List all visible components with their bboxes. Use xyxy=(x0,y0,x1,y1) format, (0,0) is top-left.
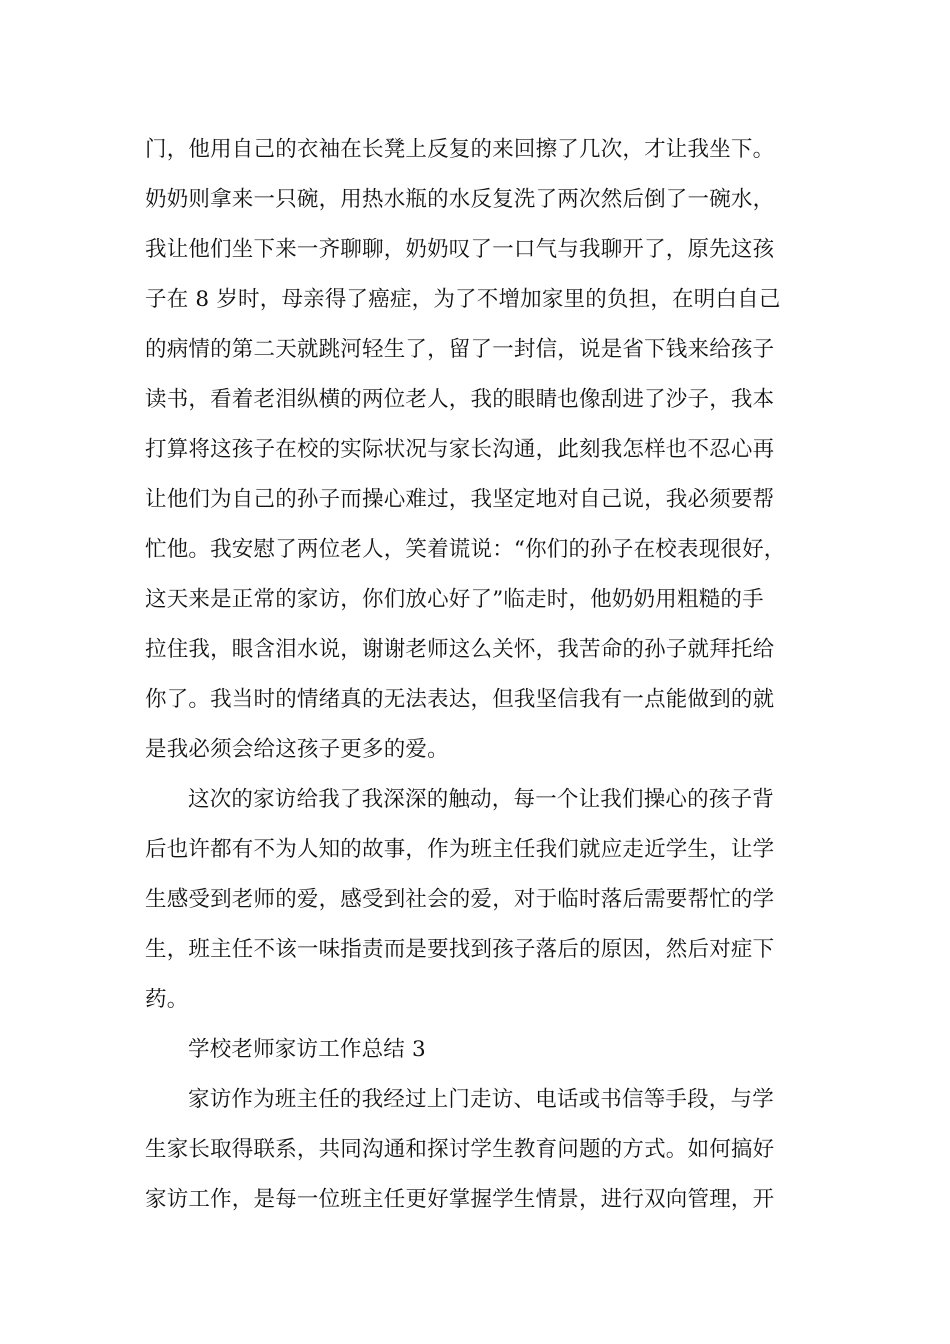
paragraph-line: 忙他。我安慰了两位老人，笑着谎说：“你们的孙子在校表现很好， xyxy=(145,537,786,562)
paragraph-line: 让他们为自己的孙子而操心难过，我坚定地对自己说，我必须要帮 xyxy=(145,487,775,512)
paragraph-line: 是我必须会给这孩子更多的爱。 xyxy=(145,737,449,762)
paragraph-line: 生感受到老师的爱，感受到社会的爱，对于临时落后需要帮忙的学 xyxy=(145,887,775,912)
paragraph-line: 这次的家访给我了我深深的触动，每一个让我们操心的孩子背 xyxy=(188,787,774,812)
paragraph-line: 拉住我，眼含泪水说，谢谢老师这么关怀，我苦命的孙子就拜托给 xyxy=(145,637,775,662)
paragraph-line: 子在 8 岁时，母亲得了癌症，为了不增加家里的负担，在明白自己 xyxy=(145,287,781,312)
paragraph-line: 药。 xyxy=(145,987,189,1012)
paragraph-line: 读书，看着老泪纵横的两位老人，我的眼睛也像刮进了沙子，我本 xyxy=(145,387,775,412)
paragraph-line: 家访作为班主任的我经过上门走访、电话或书信等手段，与学 xyxy=(188,1087,774,1112)
paragraph-line: 打算将这孩子在校的实际状况与家长沟通，此刻我怎样也不忍心再 xyxy=(145,437,775,462)
paragraph-line: 生，班主任不该一味指责而是要找到孩子落后的原因，然后对症下 xyxy=(145,937,775,962)
paragraph-line: 奶奶则拿来一只碗，用热水瓶的水反复洗了两次然后倒了一碗水， xyxy=(145,187,775,212)
paragraph-line: 我让他们坐下来一齐聊聊，奶奶叹了一口气与我聊开了，原先这孩 xyxy=(145,237,775,262)
paragraph-line: 这天来是正常的家访，你们放心好了”临走时，他奶奶用粗糙的手 xyxy=(145,587,764,612)
paragraph-line: 的病情的第二天就跳河轻生了，留了一封信，说是省下钱来给孩子 xyxy=(145,337,775,362)
section-heading: 学校老师家访工作总结 3 xyxy=(188,1037,426,1062)
paragraph-line: 家访工作，是每一位班主任更好掌握学生情景，进行双向管理，开 xyxy=(145,1187,775,1212)
paragraph-line: 门，他用自己的衣袖在长凳上反复的来回擦了几次，才让我坐下。 xyxy=(145,137,775,162)
paragraph-line: 后也许都有不为人知的故事，作为班主任我们就应走近学生，让学 xyxy=(145,837,775,862)
paragraph-line: 生家长取得联系，共同沟通和探讨学生教育问题的方式。如何搞好 xyxy=(145,1137,775,1162)
paragraph-line: 你了。我当时的情绪真的无法表达，但我坚信我有一点能做到的就 xyxy=(145,687,775,712)
